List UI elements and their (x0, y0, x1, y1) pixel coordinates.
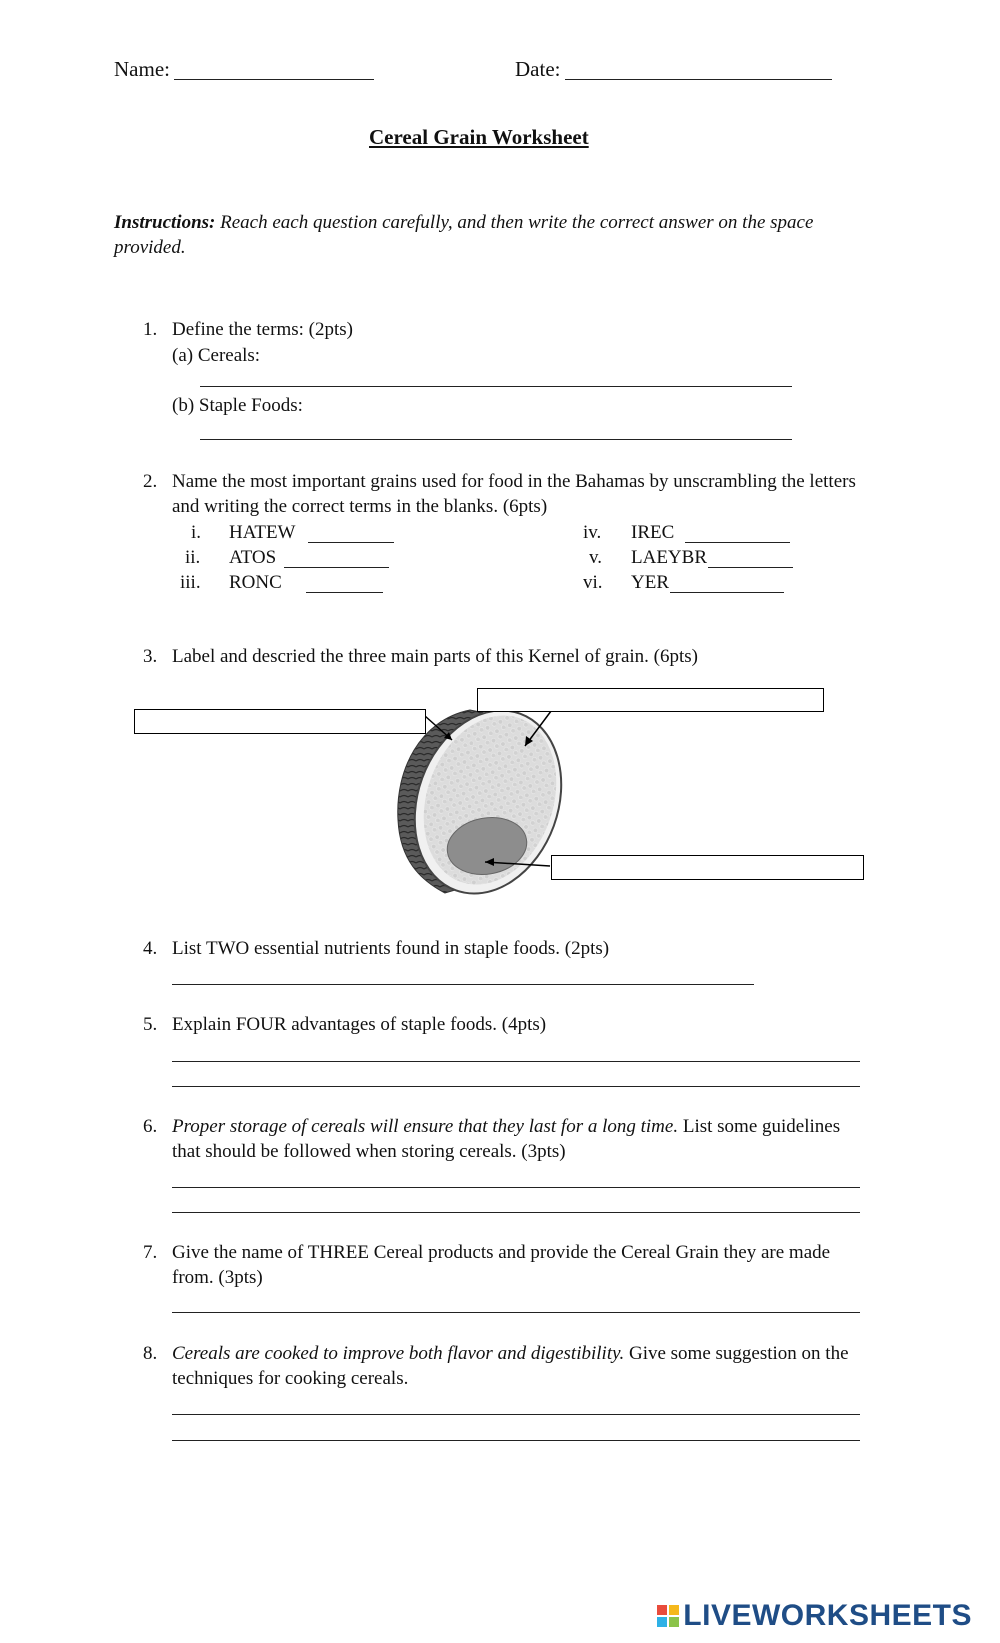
instructions (114, 212, 813, 234)
label-box-germ[interactable] (551, 855, 864, 880)
q2-answer-vi[interactable] (670, 592, 784, 593)
q3-text: Label and descried the three main parts of this Kernel of grain. (6pts) (172, 646, 699, 667)
q1-b-label: (b) Staple Foods: (172, 395, 303, 416)
name-input[interactable] (174, 79, 374, 80)
q8-answer-1[interactable] (172, 1414, 860, 1415)
q2-answer-iv[interactable] (685, 542, 790, 543)
q3-number: 3. (143, 646, 158, 667)
q4-number: 4. (143, 938, 158, 959)
q2-item-roman: iv. (583, 522, 602, 543)
logo-blocks-icon (657, 1605, 679, 1627)
q1-b-answer[interactable] (200, 439, 792, 440)
q2-item-roman: ii. (185, 547, 201, 568)
q5-answer-2[interactable] (172, 1086, 860, 1087)
q6-italic: Proper storage of cereals will ensure that they last for a long time. (172, 1116, 679, 1137)
q2-text-1: Name the most important grains used for food in the Bahamas by unscrambling the letters (172, 471, 856, 492)
q2-item-word: IREC (631, 522, 675, 543)
q4-answer[interactable] (172, 984, 754, 985)
q2-item-roman: vi. (583, 572, 603, 593)
q1-a-answer[interactable] (200, 386, 792, 387)
instructions-text: Reach each question carefully, and then write the correct answer on the space (215, 212, 814, 233)
date-input[interactable] (565, 79, 832, 80)
page-title: Cereal Grain Worksheet (369, 125, 589, 149)
q2-item-word: LAEYBR (631, 547, 707, 568)
q8-answer-2[interactable] (172, 1440, 860, 1441)
label-box-endosperm[interactable] (477, 688, 824, 712)
instructions-label: Instructions: (114, 212, 216, 233)
label-box-bran[interactable] (134, 709, 426, 734)
date-label: Date: (515, 57, 561, 81)
q5-number: 5. (143, 1014, 158, 1035)
q7-text-2: from. (3pts) (172, 1267, 263, 1288)
q2-number: 2. (143, 471, 158, 492)
q2-answer-ii[interactable] (284, 567, 389, 568)
q2-item-roman: iii. (180, 572, 201, 593)
q6-text-2: that should be followed when storing cereals. (3pts) (172, 1141, 566, 1162)
name-label: Name: (114, 57, 170, 81)
q7-answer[interactable] (172, 1312, 860, 1313)
q8-number: 8. (143, 1343, 158, 1364)
q2-answer-iii[interactable] (306, 592, 383, 593)
logo-text: LIVEWORKSHEETS (683, 1599, 972, 1632)
q8-text-part: Give some suggestion on the (624, 1343, 849, 1364)
liveworksheets-logo (657, 1599, 972, 1633)
q2-answer-i[interactable] (308, 542, 394, 543)
q2-item-roman: v. (589, 547, 603, 568)
q6-text-1 (172, 1116, 840, 1138)
q1-number: 1. (143, 319, 158, 340)
q6-answer-1[interactable] (172, 1187, 860, 1188)
q4-text: List TWO essential nutrients found in staple foods. (2pts) (172, 938, 610, 959)
q5-answer-1[interactable] (172, 1061, 860, 1062)
q6-answer-2[interactable] (172, 1212, 860, 1213)
q8-italic: Cereals are cooked to improve both flavor and digestibility. (172, 1343, 625, 1364)
q7-number: 7. (143, 1242, 158, 1263)
q1-text: Define the terms: (2pts) (172, 319, 353, 340)
q2-item-word: HATEW (229, 522, 296, 543)
q5-text: Explain FOUR advantages of staple foods. (4pts) (172, 1014, 547, 1035)
q2-item-word: RONC (229, 572, 282, 593)
q2-item-word: ATOS (229, 547, 277, 568)
q8-text-1 (172, 1343, 849, 1365)
q7-text-1: Give the name of THREE Cereal products and provide the Cereal Grain they are made (172, 1242, 831, 1263)
q2-answer-v[interactable] (708, 567, 793, 568)
instructions-text-2: provided. (114, 237, 186, 258)
q8-text-2: techniques for cooking cereals. (172, 1368, 409, 1389)
q2-item-word: YER (631, 572, 669, 593)
q1-a-label: (a) Cereals: (172, 345, 261, 366)
q2-item-roman: i. (191, 522, 202, 543)
q6-number: 6. (143, 1116, 158, 1137)
q6-text-part: List some guidelines (678, 1116, 841, 1137)
q2-text-2: and writing the correct terms in the blanks. (6pts) (172, 496, 548, 517)
